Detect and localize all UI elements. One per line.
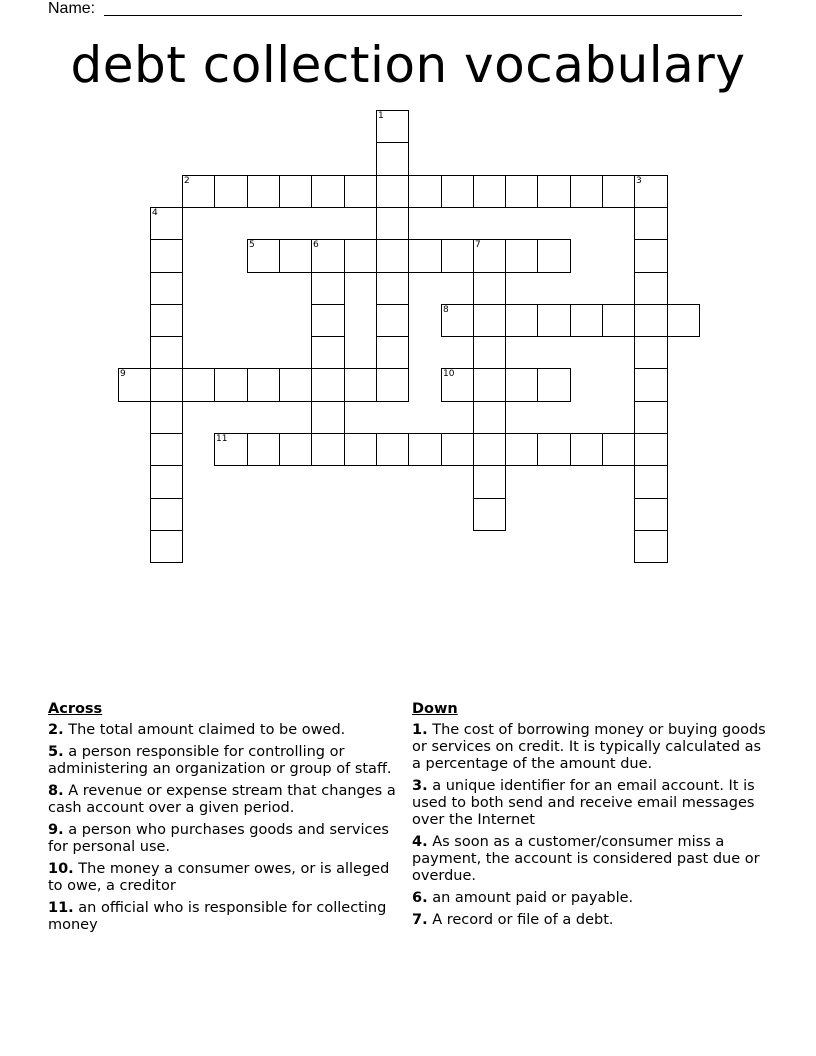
grid-cell[interactable] (311, 304, 345, 337)
clue-number: 6. (412, 890, 428, 906)
clue-text: A record or file of a debt. (427, 912, 614, 928)
grid-cell[interactable] (441, 175, 474, 208)
cell-number: 6 (313, 240, 319, 250)
grid-cell[interactable] (634, 401, 668, 434)
grid-cell[interactable] (376, 272, 409, 305)
clue-number: 2. (48, 722, 64, 738)
grid-cell[interactable] (473, 175, 506, 208)
grid-cell[interactable] (473, 368, 506, 402)
across-heading: Across (48, 701, 103, 717)
grid-cell[interactable] (376, 336, 409, 369)
clue-text: A revenue or expense stream that changes a cash account over a given period. (48, 783, 396, 816)
grid-cell[interactable] (150, 530, 183, 563)
grid-cell[interactable] (602, 433, 635, 466)
page-title: debt collection vocabulary (70, 36, 746, 94)
grid-cell[interactable] (505, 304, 538, 337)
grid-cell[interactable] (634, 239, 668, 273)
cell-number: 4 (152, 208, 158, 218)
cell-number: 8 (443, 305, 449, 315)
grid-cell[interactable] (473, 465, 506, 499)
grid-cell[interactable] (311, 239, 345, 273)
clue-number: 1. (412, 722, 428, 738)
grid-cell[interactable] (182, 368, 215, 402)
clue-across-8 (48, 783, 403, 817)
cell-number: 3 (636, 176, 642, 186)
down-clues (412, 701, 767, 934)
grid-cell[interactable] (408, 175, 442, 208)
clue-across-5 (48, 744, 403, 778)
grid-cell[interactable] (537, 304, 571, 337)
grid-cell[interactable] (376, 304, 409, 337)
grid-cell[interactable] (344, 368, 377, 402)
cell-number: 7 (475, 240, 481, 250)
grid-cell[interactable] (473, 272, 506, 305)
grid-cell[interactable] (537, 175, 571, 208)
grid-cell[interactable] (634, 175, 668, 208)
grid-cell[interactable] (247, 239, 280, 273)
grid-cell[interactable] (537, 239, 571, 273)
cell-number: 11 (216, 434, 228, 444)
grid-cell[interactable] (376, 207, 409, 240)
grid-cell[interactable] (473, 498, 506, 531)
grid-cell[interactable] (634, 530, 668, 563)
clue-number: 3. (412, 778, 428, 794)
grid-cell[interactable] (634, 304, 668, 337)
grid-cell[interactable] (247, 433, 280, 466)
clue-number: 9. (48, 822, 64, 838)
grid-cell[interactable] (505, 175, 538, 208)
grid-cell[interactable] (150, 498, 183, 531)
grid-cell[interactable] (311, 433, 345, 466)
grid-cell[interactable] (311, 175, 345, 208)
grid-cell[interactable] (473, 401, 506, 434)
cell-number: 9 (120, 369, 126, 379)
cell-number: 2 (184, 176, 190, 186)
grid-cell[interactable] (150, 207, 183, 240)
grid-cell[interactable] (182, 175, 215, 208)
grid-cell[interactable] (505, 239, 538, 273)
clue-across-9 (48, 822, 403, 856)
cell-number: 1 (378, 111, 384, 121)
name-label: Name: (48, 0, 96, 17)
clue-text: a unique identifier for an email account. It is used to both send and receive email messages over the Internet (412, 778, 755, 828)
grid-cell[interactable] (634, 368, 668, 402)
grid-cell[interactable] (214, 433, 248, 466)
grid-cell[interactable] (376, 368, 409, 402)
grid-cell[interactable] (376, 110, 409, 143)
clue-number: 7. (412, 912, 428, 928)
clue-number: 5. (48, 744, 64, 760)
grid-cell[interactable] (344, 239, 377, 273)
grid-cell[interactable] (150, 401, 183, 434)
grid-cell[interactable] (441, 239, 474, 273)
grid-cell[interactable] (279, 433, 312, 466)
down-heading: Down (412, 701, 458, 717)
clue-text: The total amount claimed to be owed. (63, 722, 346, 738)
grid-cell[interactable] (150, 368, 183, 402)
grid-cell[interactable] (150, 433, 183, 466)
clue-down-4 (412, 834, 767, 885)
grid-cell[interactable] (344, 433, 377, 466)
grid-cell[interactable] (634, 272, 668, 305)
grid-cell[interactable] (150, 304, 183, 337)
grid-cell[interactable] (376, 433, 409, 466)
clue-across-10 (48, 861, 403, 895)
grid-cell[interactable] (570, 175, 603, 208)
clue-text: a person responsible for controlling or administering an organization or group of staff. (48, 744, 392, 777)
grid-cell[interactable] (279, 368, 312, 402)
grid-cell[interactable] (634, 465, 668, 499)
clue-down-1 (412, 722, 767, 773)
clue-text: a person who purchases goods and services for personal use. (48, 822, 389, 855)
clue-text: As soon as a customer/consumer miss a payment, the account is considered past due or overdue. (412, 834, 760, 884)
clue-number: 10. (48, 861, 74, 877)
grid-cell[interactable] (634, 207, 668, 240)
grid-cell[interactable] (376, 239, 409, 273)
clue-text: an official who is responsible for collecting money (48, 900, 387, 933)
cell-number: 10 (443, 369, 455, 379)
grid-cell[interactable] (602, 175, 635, 208)
grid-cell[interactable] (473, 304, 506, 337)
grid-cell[interactable] (441, 304, 474, 337)
cell-number: 5 (249, 240, 255, 250)
clue-across-11 (48, 900, 403, 934)
grid-cell[interactable] (150, 336, 183, 369)
clue-down-7 (412, 912, 767, 929)
grid-cell[interactable] (570, 304, 603, 337)
clue-down-6 (412, 890, 767, 907)
grid-cell[interactable] (634, 498, 668, 531)
grid-cell[interactable] (634, 433, 668, 466)
grid-cell[interactable] (570, 433, 603, 466)
grid-cell[interactable] (602, 304, 635, 337)
clue-text: The cost of borrowing money or buying goods or services on credit. It is typically calculated as a percentage of the amount due. (412, 722, 766, 772)
grid-cell[interactable] (118, 368, 151, 402)
grid-cell[interactable] (505, 433, 538, 466)
grid-cell[interactable] (279, 239, 312, 273)
grid-cell[interactable] (311, 368, 345, 402)
grid-cell[interactable] (150, 239, 183, 273)
grid-cell[interactable] (247, 175, 280, 208)
grid-cell[interactable] (634, 336, 668, 369)
grid-cell[interactable] (473, 433, 506, 466)
grid-cell[interactable] (311, 272, 345, 305)
clue-down-3 (412, 778, 767, 829)
grid-cell[interactable] (505, 368, 538, 402)
grid-cell[interactable] (344, 175, 377, 208)
grid-cell[interactable] (150, 465, 183, 499)
grid-cell[interactable] (473, 336, 506, 369)
grid-cell[interactable] (441, 433, 474, 466)
grid-cell[interactable] (311, 336, 345, 369)
across-clues (48, 701, 403, 939)
grid-cell[interactable] (441, 368, 474, 402)
grid-cell[interactable] (376, 175, 409, 208)
grid-cell[interactable] (537, 368, 571, 402)
clue-number: 11. (48, 900, 74, 916)
grid-cell[interactable] (247, 368, 280, 402)
grid-cell[interactable] (473, 239, 506, 273)
grid-cell[interactable] (279, 175, 312, 208)
clue-across-2 (48, 722, 403, 739)
clue-text: an amount paid or payable. (427, 890, 634, 906)
clue-text: The money a consumer owes, or is alleged to owe, a creditor (48, 861, 390, 894)
grid-cell[interactable] (150, 272, 183, 305)
grid-cell[interactable] (408, 239, 442, 273)
grid-cell[interactable] (667, 304, 700, 337)
grid-cell[interactable] (408, 433, 442, 466)
grid-cell[interactable] (537, 433, 571, 466)
clue-number: 4. (412, 834, 428, 850)
clue-number: 8. (48, 783, 64, 799)
grid-cell[interactable] (376, 142, 409, 176)
grid-cell[interactable] (311, 401, 345, 434)
grid-cell[interactable] (214, 368, 248, 402)
grid-cell[interactable] (214, 175, 248, 208)
